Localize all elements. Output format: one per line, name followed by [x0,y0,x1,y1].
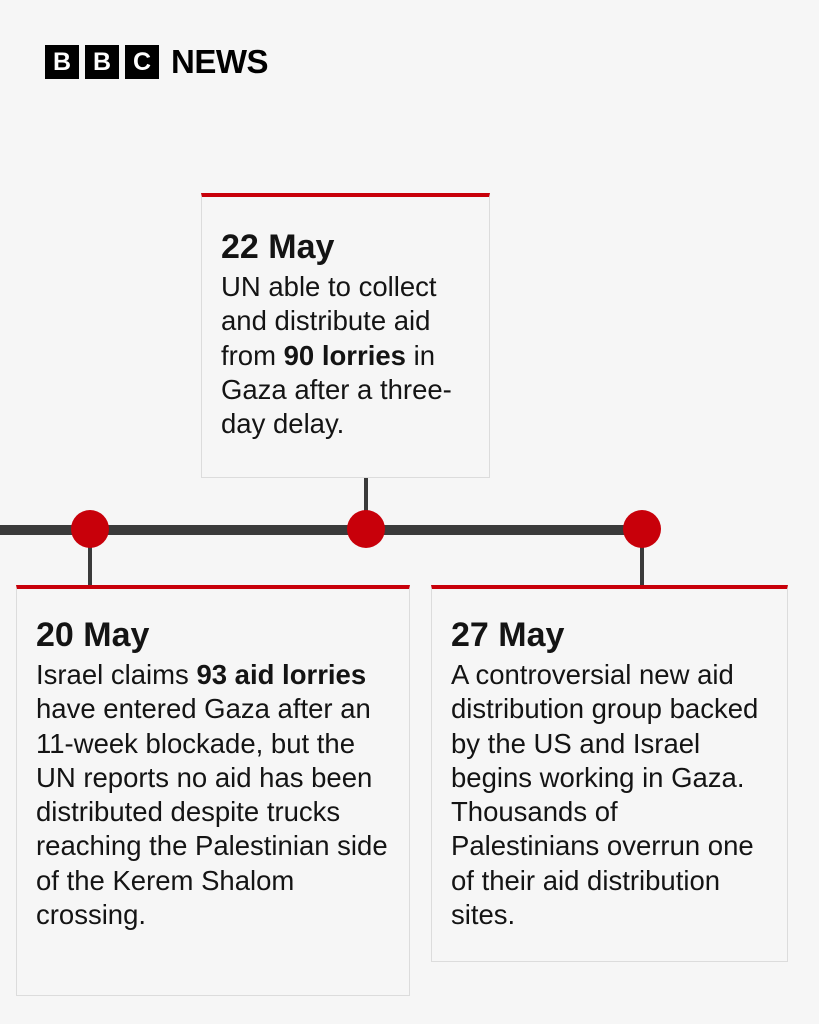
event-date: 20 May [36,616,150,654]
event-highlight: 90 lorries [283,339,406,371]
event-card-20-may [16,585,410,996]
event-highlight: 93 aid lorries [196,659,367,690]
logo-news-text: NEWS [171,43,268,80]
event-date: 27 May [451,616,565,654]
event-card-27-may [431,585,788,962]
bbc-news-logo [45,45,268,79]
event-description: A controversial new aid distribution group backed by the US and Israel begins working in Gaza. Thousands of Palestinians overrun one of their aid distribution sites. [451,659,759,931]
timeline-dot-20-may [71,510,109,548]
event-card-22-may [201,193,490,478]
timeline-dot-22-may [347,510,385,548]
logo-letter-c: C [125,45,159,79]
event-description: Israel claims 93 aid lorries have entered Gaza after an 11-week blockade, but the UN reports no aid has been distributed despite trucks reaching the Palestinian side of the Kerem Shalom crossing. [36,659,388,931]
logo-letter-b2: B [85,45,119,79]
event-date: 22 May [221,228,335,266]
event-description: UN able to collect and distribute aid from 90 lorries in Gaza after a three-day delay. [221,271,452,440]
logo-letter-b1: B [45,45,79,79]
timeline-dot-27-may [623,510,661,548]
